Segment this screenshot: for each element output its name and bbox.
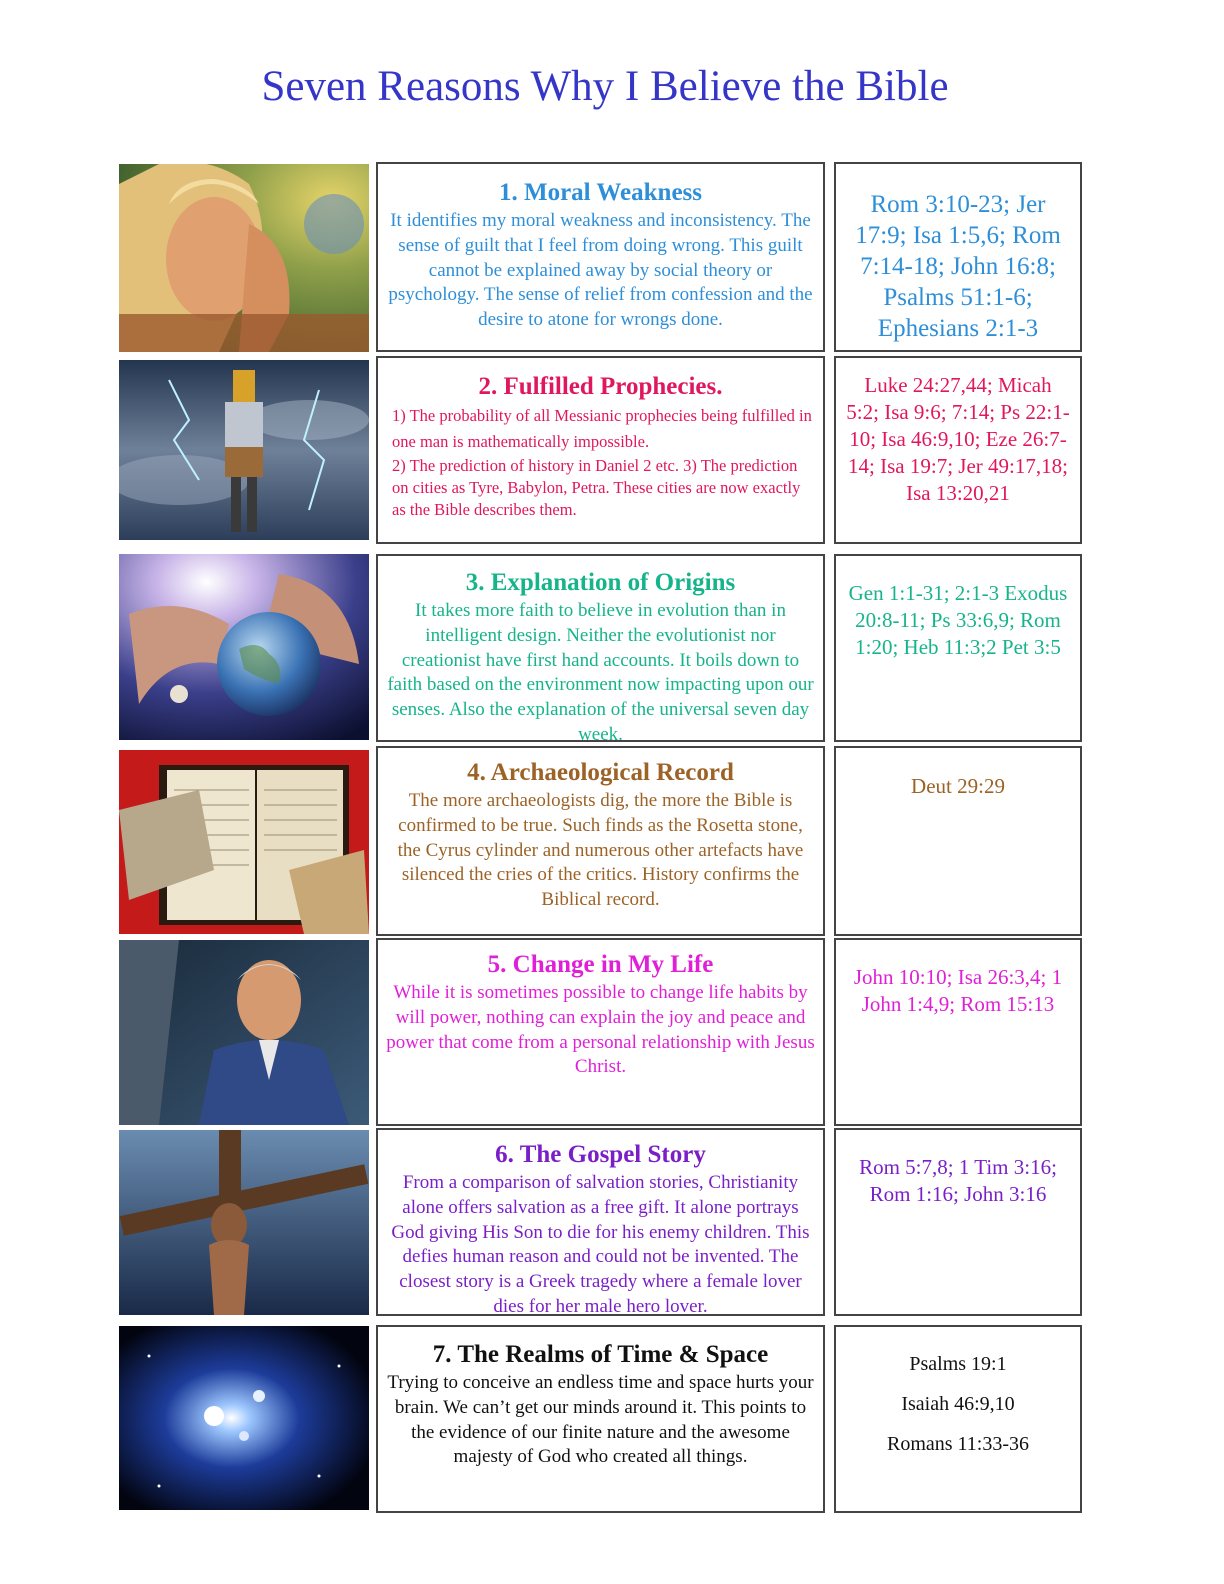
reason-2-heading: 2. Fulfilled Prophecies. [478, 373, 723, 400]
reason-1-heading: 1. Moral Weakness [498, 179, 702, 206]
reason-6-card [376, 1128, 825, 1316]
reason-5-refs: John 10:10; Isa 26:3,4; 1 John 1:4,9; Rom 15:13 [853, 965, 1063, 1016]
reason-5-card [376, 938, 825, 1126]
reason-6-heading: 6. The Gospel Story [495, 1141, 706, 1168]
bible-and-tablets-photo [119, 750, 369, 934]
reason-7-heading: 7. The Realms of Time & Space [432, 1341, 769, 1368]
reason-1-references [834, 162, 1082, 352]
reason-2-text-a: 1) The probability of all Messianic prophecies being fulfilled in one man is mathematically impossible. [392, 406, 812, 451]
reason-1-refs: Rom 3:10-23; Jer 17:9; Isa 1:5,6; Rom 7:14-18; John 16:8; Psalms 51:1-6; Ephesians 2:1-3 [855, 191, 1061, 342]
reason-2-refs: Luke 24:27,44; Micah 5:2; Isa 9:6; 7:14; Ps 22:1-10; Isa 46:9,10; Eze 26:7-14; Isa 19:7; Jer 49:17,18; Isa 13:20,21 [846, 373, 1070, 505]
reason-3-text: It takes more faith to believe in evolution than in intelligent design. Neither the evolutionist nor creationist have first hand accounts. It boils down to faith based on the environment now impacting upon our senses. Also the explanation of the universal seven day week. [387, 600, 814, 745]
reason-4-text: The more archaeologists dig, the more the Bible is confirmed to be true. Such finds as the Rosetta stone, the Cyrus cylinder and numerous other artefacts have silenced the cries of the critics. History confirms the Biblical record. [397, 790, 804, 911]
reason-7-ref-1: Psalms 19:1 [909, 1353, 1007, 1375]
reason-5-references [834, 938, 1082, 1126]
reason-7-ref-3: Romans 11:33-36 [886, 1433, 1030, 1455]
reason-2-text-b: 2) The prediction of history in Daniel 2 etc. 3) The prediction on cities as Tyre, Babylon, Petra. These cities are now exactly as the Bible describes them. [392, 456, 801, 519]
nebula-space-photo [119, 1326, 369, 1510]
reason-7-ref-2: Isaiah 46:9,10 [901, 1393, 1015, 1415]
reason-6-refs: Rom 5:7,8; 1 Tim 3:16; Rom 1:16; John 3:16 [859, 1155, 1057, 1206]
smiling-man-illustration [119, 940, 369, 1125]
hands-holding-earth-illustration [119, 554, 369, 740]
reason-6-text: From a comparison of salvation stories, Christianity alone offers salvation as a free gift. It alone portrays God giving His Son to die for his enemy children. This defies human reason and could not be invented. The closest story is a Greek tragedy where a female lover dies for her male hero lover. [391, 1172, 810, 1317]
page-title: Seven Reasons Why I Believe the Bible [261, 63, 949, 110]
reason-1-card [376, 162, 825, 352]
reason-4-heading: 4. Archaeological Record [467, 759, 734, 786]
reason-3-refs: Gen 1:1-31; 2:1-3 Exodus 20:8-11; Ps 33:6,9; Rom 1:20; Heb 11:3;2 Pet 3:5 [848, 581, 1068, 659]
reason-6-references [834, 1128, 1082, 1316]
reason-3-card [376, 554, 825, 745]
thoughtful-man-photo [119, 164, 369, 352]
reason-1-text: It identifies my moral weakness and inconsistency. The sense of guilt that I feel from doing wrong. This guilt cannot be explained away by social theory or psychology. The sense of relief from confession and the desire to atone for wrongs done. [388, 210, 813, 331]
reason-7-card [376, 1325, 825, 1513]
reason-5-text: While it is sometimes possible to change life habits by will power, nothing can explain the joy and peace and power that come from a personal relationship with Jesus Christ. [386, 982, 815, 1078]
reason-3-heading: 3. Explanation of Origins [465, 569, 736, 596]
reason-4-refs: Deut 29:29 [911, 774, 1005, 798]
statue-lightning-illustration [119, 360, 369, 540]
reason-7-text: Trying to conceive an endless time and space hurts your brain. We can’t get our minds around it. This points to the evidence of our finite nature and the awesome majesty of God who created all things. [387, 1372, 814, 1468]
reason-3-references [834, 554, 1082, 742]
reason-4-card [376, 746, 825, 936]
reason-4-references [834, 746, 1082, 936]
reason-5-heading: 5. Change in My Life [487, 951, 714, 978]
reason-2-references [834, 356, 1082, 544]
crucifixion-illustration [119, 1130, 369, 1315]
reason-2-card [376, 356, 825, 544]
reason-7-references [834, 1325, 1082, 1513]
